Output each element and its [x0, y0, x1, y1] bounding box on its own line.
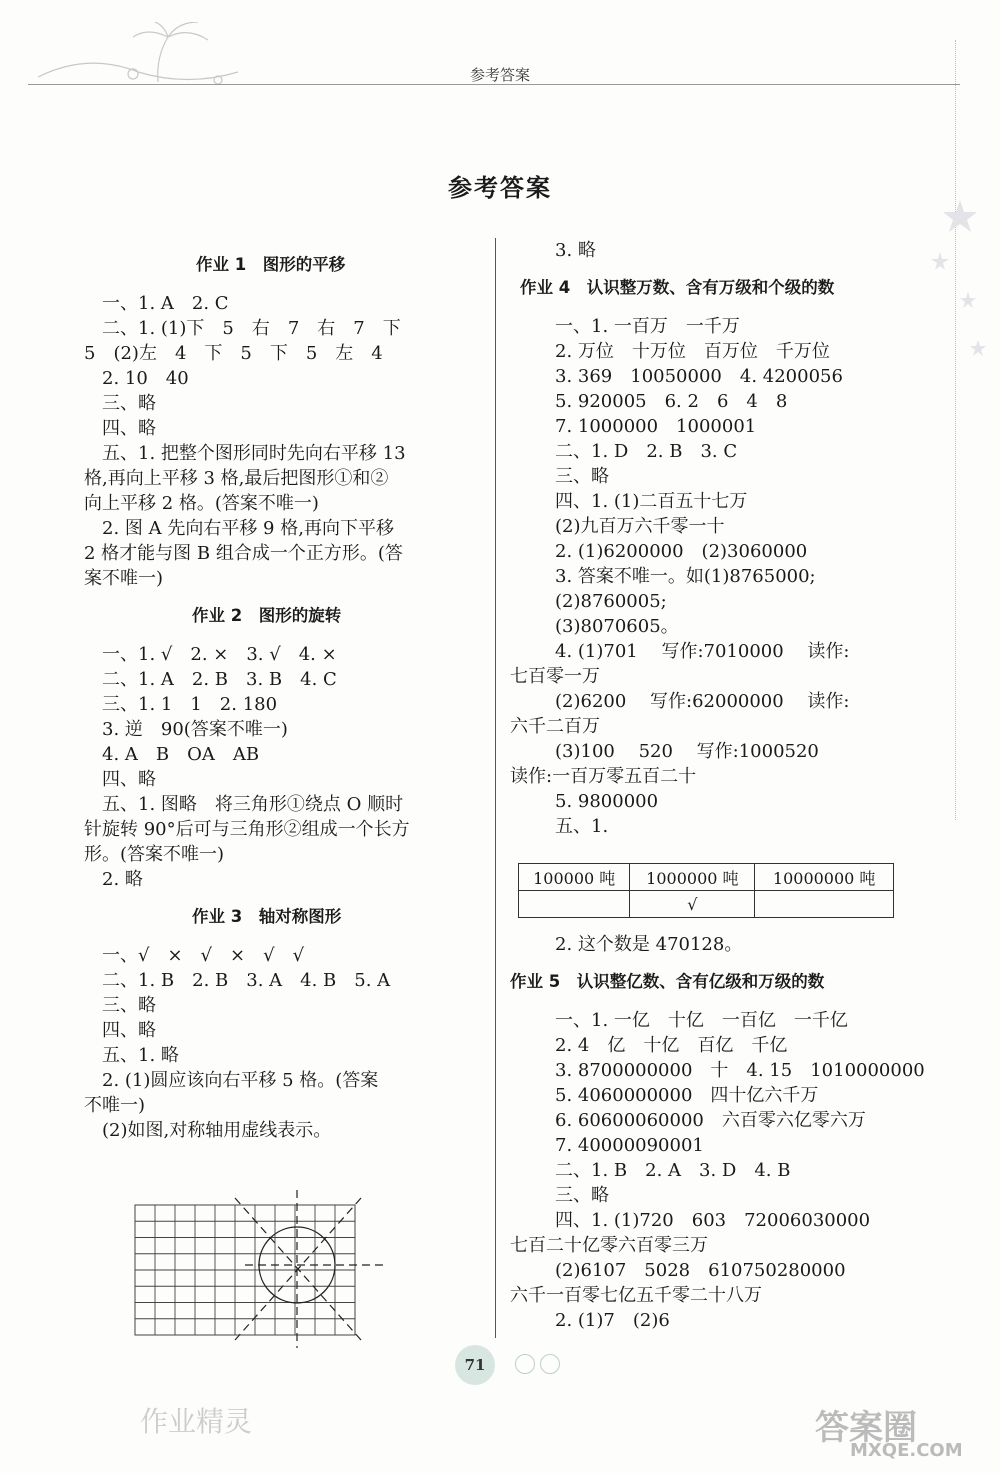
running-header: 参考答案	[469, 66, 530, 84]
answer-line: 2. (1)6200000 (2)3060000	[555, 541, 808, 562]
answer-line: 三、1. 1 1 2. 180	[102, 694, 278, 715]
spacer	[84, 931, 479, 943]
answer-line: 6. 60600060000 六百零六亿零六万	[555, 1110, 866, 1131]
answer-line: (2)6107 5028 610750280000	[555, 1260, 846, 1281]
answer-line: 六千二百万	[510, 716, 600, 737]
watermark-text: 作业精灵	[140, 1405, 253, 1438]
answer-line: 五、1.	[555, 816, 609, 837]
symmetry-grid-figure	[125, 1190, 395, 1350]
spacer	[510, 302, 910, 314]
spacer	[84, 630, 479, 642]
page-dot-decoration	[540, 1354, 560, 1374]
margin-dotted-line	[955, 40, 956, 820]
answer-line: 2. 10 40	[102, 368, 189, 389]
answer-line: 五、1. 把整个图形同时先向右平移 13	[102, 443, 406, 464]
spacer	[84, 279, 479, 291]
answer-line: 7. 40000090001	[555, 1135, 704, 1156]
answer-line: 一、1. √ 2. × 3. √ 4. ×	[102, 644, 337, 665]
table-cell: √	[630, 891, 755, 918]
answer-line: (2)8760005;	[555, 591, 667, 612]
section-heading: 作业 4 认识整万数、含有万级和个级的数	[520, 278, 835, 297]
answer-line: 2. 万位 十万位 百万位 千万位	[555, 341, 830, 362]
table-header-cell: 1000000 吨	[630, 864, 755, 891]
answer-line: 3. 369 10050000 4. 4200056	[555, 366, 843, 387]
answer-line: 2 格才能与图 B 组合成一个正方形。(答	[84, 543, 403, 564]
page-number-badge: 71	[455, 1345, 495, 1385]
header-rule	[28, 84, 960, 85]
answer-line: 二、1. B 2. A 3. D 4. B	[555, 1160, 791, 1181]
table-header-cell: 100000 吨	[519, 864, 630, 891]
spacer	[510, 957, 910, 969]
answer-line: 5. 4060000000 四十亿六千万	[555, 1085, 819, 1106]
answer-line: 3. 8700000000 十 4. 15 1010000000	[555, 1060, 925, 1081]
answer-line: (2)如图,对称轴用虚线表示。	[102, 1120, 332, 1141]
answer-line: 三、略	[555, 466, 609, 487]
answer-line: 2. (1)7 (2)6	[555, 1310, 670, 1331]
answer-line: 3. 逆 90(答案不唯一)	[102, 719, 288, 740]
answer-line: 四、1. (1)720 603 72006030000	[555, 1210, 871, 1231]
answer-line: 5 (2)左 4 下 5 下 5 左 4	[84, 343, 383, 364]
answer-line: 四、略	[102, 769, 156, 790]
page-title: 参考答案	[448, 173, 552, 202]
answer-line: (2)6200 写作:62000000 读作:	[555, 691, 850, 712]
answer-line: 2. 这个数是 470128。	[555, 934, 743, 955]
table-header-cell: 10000000 吨	[755, 864, 894, 891]
section-heading: 作业 5 认识整亿数、含有亿级和万级的数	[510, 972, 825, 991]
answer-line: 5. 920005 6. 2 6 4 8	[555, 391, 788, 412]
answer-line: 一、1. 一亿 十亿 一百亿 一千亿	[555, 1010, 848, 1031]
right-column-lower	[510, 932, 925, 1333]
section-heading: 作业 1 图形的平移	[196, 255, 346, 274]
answer-line: 2. 图 A 先向右平移 9 格,再向下平移	[102, 518, 394, 539]
answer-line: 案不唯一)	[84, 568, 164, 589]
right-column	[510, 238, 910, 839]
answer-line: 六千一百零七亿五千零二十八万	[510, 1285, 762, 1306]
answer-line: 二、1. A 2. B 3. B 4. C	[102, 669, 337, 690]
answer-table	[518, 863, 894, 918]
answer-line: 三、略	[102, 995, 156, 1016]
answer-line: 四、1. (1)二百五十七万	[555, 491, 748, 512]
answer-line: (2)九百万六千零一十	[555, 516, 725, 537]
answer-line: 三、略	[102, 393, 156, 414]
answer-line: 读作:一百万零五百二十	[510, 766, 697, 787]
watermark-text: 答案圈	[815, 1408, 917, 1448]
stars-decoration	[930, 190, 990, 390]
answer-line: 四、略	[102, 418, 156, 439]
answer-line: 七百二十亿零六百零三万	[510, 1235, 708, 1256]
answer-line: 二、1. (1)下 5 右 7 右 7 下	[102, 318, 401, 339]
answer-line: 2. 4 亿 十亿 百亿 千亿	[555, 1035, 788, 1056]
answer-line: 七百零一万	[510, 666, 600, 687]
answer-line: 三、略	[555, 1185, 609, 1206]
spacer	[84, 591, 479, 603]
page-dot-decoration	[515, 1354, 535, 1374]
answer-line: 一、1. 一百万 一千万	[555, 316, 740, 337]
spacer	[510, 263, 910, 275]
answer-line: 五、1. 略	[102, 1045, 179, 1066]
section-heading: 作业 2 图形的旋转	[192, 606, 342, 625]
left-column	[84, 252, 479, 1143]
table-cell	[755, 891, 894, 918]
answer-line: (3)8070605。	[555, 616, 679, 637]
answer-line: 4. A B OA AB	[102, 744, 260, 765]
watermark-url: MXQE.COM	[850, 1440, 963, 1461]
answer-line: 不唯一)	[84, 1095, 146, 1116]
answer-line: 5. 9800000	[555, 791, 659, 812]
answer-line: 向上平移 2 格。(答案不唯一)	[84, 493, 319, 514]
table-cell	[519, 891, 630, 918]
answer-line: 3. 答案不唯一。如(1)8765000;	[555, 566, 816, 587]
spacer	[84, 892, 479, 904]
answer-line: (3)100 520 写作:1000520	[555, 741, 819, 762]
answer-line: 二、1. B 2. B 3. A 4. B 5. A	[102, 970, 391, 991]
answer-line: 2. (1)圆应该向右平移 5 格。(答案	[102, 1070, 379, 1091]
spacer	[510, 996, 910, 1008]
answer-line: 格,再向上平移 3 格,最后把图形①和②	[84, 468, 389, 489]
answer-line: 五、1. 图略 将三角形①绕点 O 顺时	[102, 794, 404, 815]
answer-line: 一、√ × √ × √ √	[102, 945, 305, 966]
answer-line: 四、略	[102, 1020, 156, 1041]
answer-line: 7. 1000000 1000001	[555, 416, 757, 437]
answer-line: 针旋转 90°后可与三角形②组成一个长方	[84, 819, 410, 840]
answer-line: 2. 略	[102, 869, 143, 890]
section-heading: 作业 3 轴对称图形	[192, 907, 342, 926]
answer-line: 一、1. A 2. C	[102, 293, 229, 314]
answer-line: 3. 略	[555, 240, 596, 261]
answer-line: 二、1. D 2. B 3. C	[555, 441, 738, 462]
answer-line: 4. (1)701 写作:7010000 读作:	[555, 641, 850, 662]
column-divider	[495, 238, 496, 1338]
answer-line: 形。(答案不唯一)	[84, 844, 225, 865]
